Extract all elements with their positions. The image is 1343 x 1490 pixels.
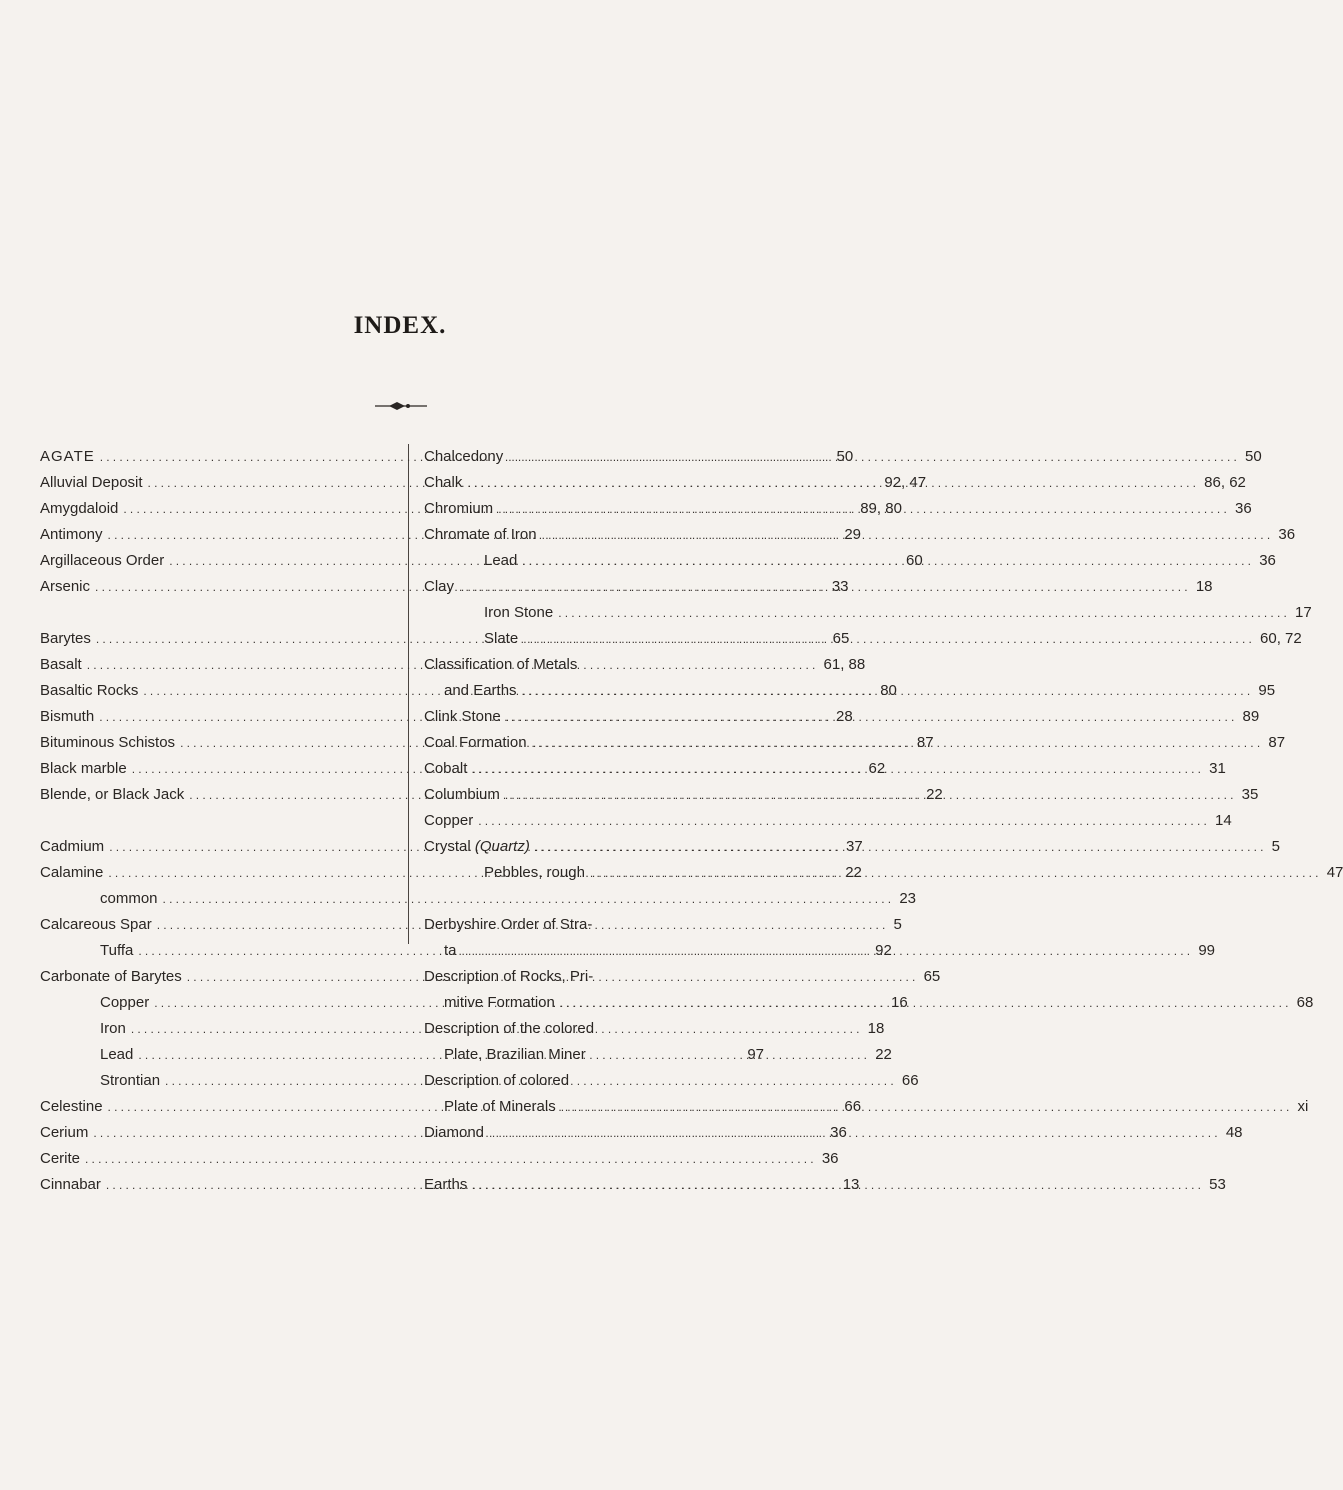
index-page-number: 31 <box>1209 760 1226 777</box>
dot-leader <box>478 808 1210 834</box>
index-page-number: 87 <box>916 734 934 751</box>
index-term: and Earths <box>444 682 517 699</box>
dot-leader <box>523 626 1255 652</box>
index-page-number: 80 <box>880 682 897 699</box>
index-page-number: 47 <box>1326 864 1343 881</box>
index-page-number: 37 <box>846 838 863 855</box>
index-page-number: 36 <box>1235 500 1252 517</box>
dot-leader <box>532 730 1264 756</box>
index-term: Tuffa <box>100 942 134 959</box>
index-gap <box>424 886 764 912</box>
dot-leader <box>489 1120 1221 1146</box>
index-term: Strontian <box>100 1072 161 1089</box>
index-page-number: 92, 47 <box>884 474 927 491</box>
index-page-number: 66 <box>844 1098 862 1115</box>
index-term: Basaltic Rocks <box>40 682 139 699</box>
index-page-number: 5 <box>1271 838 1281 855</box>
index-term: Barytes <box>40 630 91 647</box>
index-page-number: 13 <box>842 1176 860 1193</box>
index-page-number: 23 <box>899 890 917 907</box>
index-term: Carbonate of Barytes <box>40 968 182 985</box>
dot-leader <box>560 990 1292 1016</box>
index-entry <box>424 652 764 678</box>
dot-leader <box>558 600 1290 626</box>
index-term: Description of colored <box>424 1072 570 1089</box>
index-term: Calamine <box>40 864 104 881</box>
index-page-number: 17 <box>1295 604 1312 621</box>
index-page-number: 62 <box>868 760 886 777</box>
index-term: Description of Rocks, Pri- <box>424 968 594 985</box>
index-term: Argillaceous Order <box>40 552 165 569</box>
index-page-number: 86, 62 <box>1204 474 1246 491</box>
index-term: Copper <box>100 994 150 1011</box>
dot-leader <box>506 704 1238 730</box>
index-page-number: 60, 72 <box>1260 630 1302 647</box>
index-term: Earths <box>424 1176 468 1193</box>
index-term: Chalcedony <box>424 448 504 465</box>
index-page-number: 5 <box>893 916 902 933</box>
index-page-number: 92 <box>875 942 892 959</box>
index-entry <box>424 444 1262 470</box>
index-entry <box>40 886 917 912</box>
index-page-number: 18 <box>1195 578 1213 595</box>
index-page-number: 89, 80 <box>860 500 902 517</box>
index-term: Clink Stone <box>424 708 501 725</box>
index-term: Copper <box>424 812 474 829</box>
index-page-number: 68 <box>1296 994 1314 1011</box>
index-term: Diamond <box>424 1124 485 1141</box>
index-term: Blende, or Black Jack <box>40 786 185 803</box>
index-term: Description of the colored <box>424 1020 595 1037</box>
index-term: Slate <box>484 630 519 647</box>
index-page-number: 99 <box>1198 942 1216 959</box>
index-page-number: 66 <box>901 1072 919 1089</box>
index-term: Bismuth <box>40 708 95 725</box>
index-term: Crystal (Quartz) <box>424 838 530 855</box>
page-title: INDEX. <box>353 312 447 339</box>
dot-leader <box>505 782 1237 808</box>
index-page-number: 65 <box>832 630 850 647</box>
index-entry <box>424 600 1312 626</box>
index-entry <box>424 1016 764 1042</box>
dot-leader <box>498 496 1230 522</box>
index-term: Plate of Minerals <box>444 1098 556 1115</box>
index-entry <box>424 964 764 990</box>
index-term: Calcareous Spar <box>40 916 152 933</box>
index-entry <box>424 808 1232 834</box>
dot-leader <box>522 678 1254 704</box>
ornament-icon <box>375 400 427 412</box>
index-term: Alluvial Deposit <box>40 474 143 491</box>
index-entry <box>424 730 1286 756</box>
index-page-number: 16 <box>891 994 908 1011</box>
index-page-number: 95 <box>1258 682 1276 699</box>
dot-leader <box>472 1172 1204 1198</box>
dot-leader <box>472 756 1204 782</box>
index-page-number: 36 <box>1278 526 1296 543</box>
index-term: Celestine <box>40 1098 103 1115</box>
index-page-number: 53 <box>1209 1176 1226 1193</box>
index-entry <box>424 912 764 938</box>
index-page-number: 97 <box>747 1046 764 1063</box>
index-page-number: 18 <box>867 1020 885 1037</box>
index-page-number: 35 <box>1241 786 1259 803</box>
index-term: Cinnabar <box>40 1176 101 1193</box>
index-page-number: 22 <box>845 864 862 881</box>
index-term: Pebbles, rough <box>484 864 585 881</box>
index-term: Cobalt <box>424 760 468 777</box>
index-page-number: 50 <box>836 448 854 465</box>
index-page-number: 89 <box>1242 708 1260 725</box>
index-page-number: 87 <box>1268 734 1286 751</box>
index-term: Arsenic <box>40 578 91 595</box>
index-term: Chalk <box>424 474 463 491</box>
index-term: Bituminous Schistos <box>40 734 176 751</box>
dot-leader <box>561 1094 1293 1120</box>
index-page-number: 60 <box>906 552 923 569</box>
index-gap <box>40 808 404 834</box>
index-term: Coal Formation <box>424 734 527 751</box>
index-page-number: 36 <box>830 1124 847 1141</box>
index-gap <box>40 600 404 626</box>
index-term: Basalt <box>40 656 82 673</box>
dot-leader <box>535 834 1267 860</box>
dot-leader <box>462 938 1194 964</box>
index-page-number: 50 <box>1245 448 1262 465</box>
index-term: Iron <box>100 1020 126 1037</box>
index-term: Classification of Metals <box>424 656 578 673</box>
dot-leader <box>590 860 1322 886</box>
index-entry <box>40 1146 839 1172</box>
index-entry <box>424 1068 764 1094</box>
index-term: Black marble <box>40 760 127 777</box>
index-page-number: 36 <box>821 1150 839 1167</box>
index-page-number: 14 <box>1215 812 1232 829</box>
index-page-number: 28 <box>836 708 853 725</box>
index-term: Derbyshire Order of Stra- <box>424 916 593 933</box>
index-term: Plate, Brazilian Miner <box>444 1046 586 1063</box>
index-gap <box>424 1146 764 1172</box>
index-term: Amygdaloid <box>40 500 119 517</box>
index-page-number: 22 <box>926 786 943 803</box>
index-term: Cerium <box>40 1124 89 1141</box>
index-page-number: xi <box>1297 1098 1309 1115</box>
index-term: Lead <box>100 1046 134 1063</box>
dot-leader <box>467 470 1199 496</box>
index-term: Chromate of Iron <box>424 526 537 543</box>
index-term: mitive Formation <box>444 994 555 1011</box>
index-term: Chromium <box>424 500 494 517</box>
index-term: common <box>100 890 158 907</box>
index-term: Columbium <box>424 786 500 803</box>
dot-leader <box>542 522 1274 548</box>
index-page-number: 61, 88 <box>823 656 866 673</box>
dot-leader <box>508 444 1240 470</box>
dot-leader <box>459 574 1191 600</box>
index-page-number: 65 <box>923 968 941 985</box>
index-page-number: 22 <box>875 1046 892 1063</box>
index-term: Iron Stone <box>484 604 554 621</box>
dot-leader <box>522 548 1254 574</box>
index-term: Cerite <box>40 1150 81 1167</box>
index-term: Cadmium <box>40 838 105 855</box>
index-term: Clay <box>424 578 455 595</box>
index-term: Lead <box>484 552 518 569</box>
index-term: ta <box>444 942 457 959</box>
index-page-number: 36 <box>1259 552 1276 569</box>
index-entry <box>424 1042 764 1068</box>
index-page-number: 33 <box>831 578 849 595</box>
index-term: Antimony <box>40 526 103 543</box>
index-page-number: 48 <box>1225 1124 1243 1141</box>
index-page-number: 29 <box>844 526 862 543</box>
index-term: AGATE <box>40 448 95 465</box>
